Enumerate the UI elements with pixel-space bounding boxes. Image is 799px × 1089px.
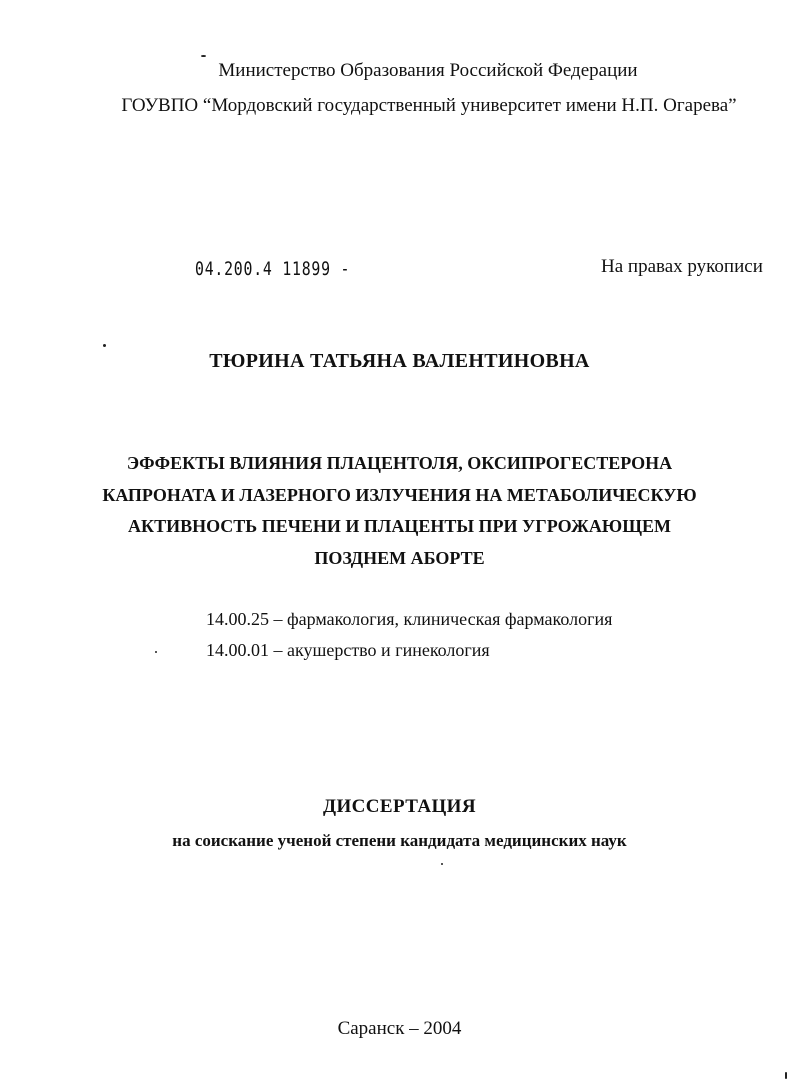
scan-speck xyxy=(103,344,106,347)
scan-speck xyxy=(201,55,206,57)
title-line-3: АКТИВНОСТЬ ПЕЧЕНИ И ПЛАЦЕНТЫ ПРИ УГРОЖАЮЩЕМ xyxy=(128,516,671,536)
registration-stamp-number: 04.200.4 11899 - xyxy=(195,258,351,280)
document-type: ДИССЕРТАЦИЯ xyxy=(323,796,476,817)
scan-speck xyxy=(441,863,443,865)
dissertation-title xyxy=(0,448,799,574)
manuscript-note: На правах рукописи xyxy=(601,256,763,277)
specialty-obstetrics: 14.00.01 – акушерство и гинекология xyxy=(206,640,490,660)
ministry-line: Министерство Образования Российской Федерации xyxy=(218,60,638,81)
university-line: ГОУВПО “Мордовский государственный университет имени Н.П. Огарева” xyxy=(121,95,737,116)
city-year: Саранск – 2004 xyxy=(337,1018,462,1039)
title-line-2: КАПРОНАТА И ЛАЗЕРНОГО ИЗЛУЧЕНИЯ НА МЕТАБОЛИЧЕСКУЮ xyxy=(102,484,697,505)
scan-speck xyxy=(155,651,157,653)
scan-speck xyxy=(785,1072,787,1079)
author-name: ТЮРИНА ТАТЬЯНА ВАЛЕНТИНОВНА xyxy=(209,350,590,372)
title-line-4: ПОЗДНЕМ АБОРТЕ xyxy=(314,547,485,568)
degree-line: на соискание ученой степени кандидата медицинских наук xyxy=(172,831,627,850)
title-line-1: ЭФФЕКТЫ ВЛИЯНИЯ ПЛАЦЕНТОЛЯ, ОКСИПРОГЕСТЕРОНА xyxy=(126,453,673,473)
specialty-pharmacology: 14.00.25 – фармакология, клиническая фармакология xyxy=(206,609,613,629)
